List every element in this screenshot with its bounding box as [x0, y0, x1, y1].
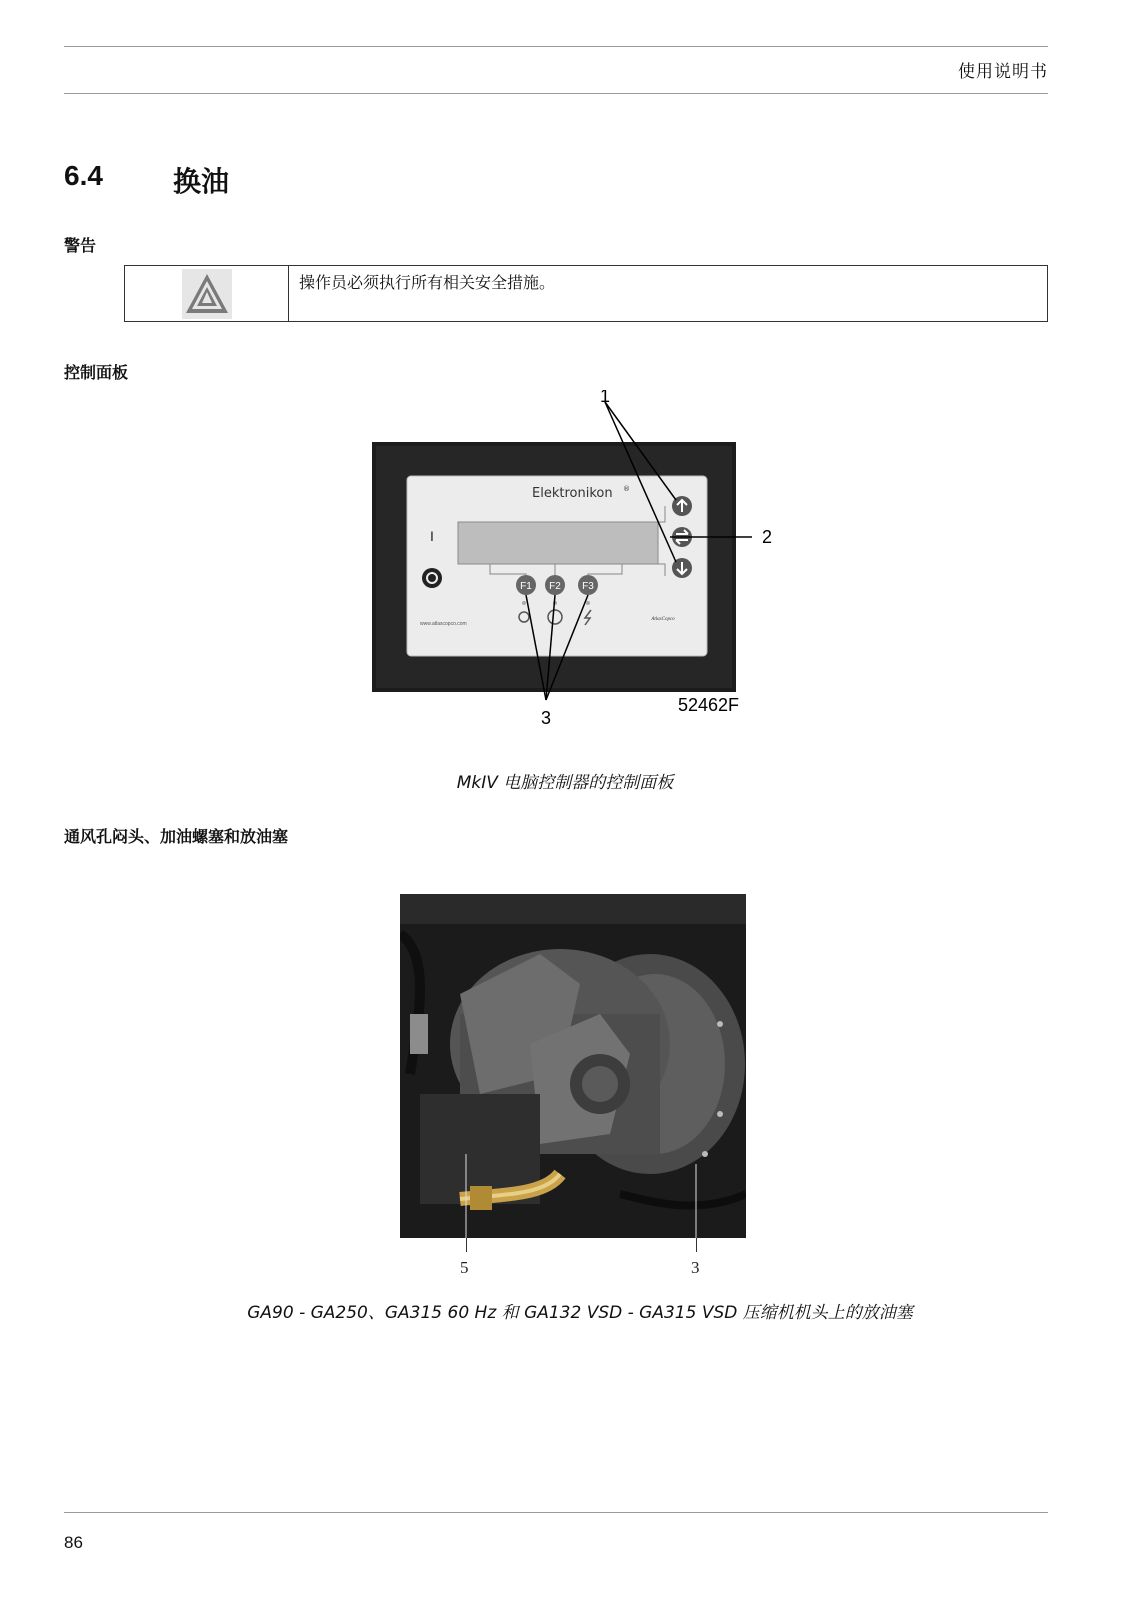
atlas-copco-logo: AtlasCopco	[651, 617, 675, 622]
website-text: www.atlascopco.com	[420, 621, 467, 627]
brand-registered-mark: ®	[623, 485, 630, 493]
control-panel-caption: MkIV 电脑控制器的控制面板	[456, 773, 674, 793]
start-button-label: I	[430, 528, 434, 544]
footer-rule	[64, 1512, 1048, 1513]
control-panel-drawing	[360, 390, 780, 750]
brand-name: Elektronikon	[532, 486, 613, 501]
compressor-photo	[400, 894, 746, 1238]
control-panel-heading: 控制面板	[64, 363, 129, 382]
photo-callout-line-5	[466, 1238, 467, 1252]
warning-table	[124, 265, 1048, 322]
callout-2: 2	[762, 527, 773, 547]
figure-code: 52462F	[678, 695, 740, 715]
header-bottom-rule	[64, 93, 1048, 94]
plugs-heading: 通风孔闷头、加油螺塞和放油塞	[64, 827, 289, 846]
warning-triangle-icon	[182, 269, 232, 319]
warning-icon-cell	[125, 266, 289, 321]
section-number: 6.4	[64, 160, 103, 191]
warning-text: 操作员必须执行所有相关安全措施。	[299, 273, 556, 292]
led-indicator-3	[586, 601, 590, 605]
page-number: 86	[64, 1533, 83, 1552]
plugs-caption: GA90 - GA250、GA315 60 Hz 和 GA132 VSD - GA315 VSD 压缩机机头上的放油塞	[247, 1303, 913, 1323]
f2-label: F2	[549, 581, 561, 592]
led-indicator-1	[522, 601, 526, 605]
callout-3: 3	[541, 708, 552, 728]
control-panel-figure	[360, 390, 780, 750]
header-top-rule	[64, 46, 1048, 47]
photo-callout-line-3	[696, 1238, 697, 1252]
warning-heading: 警告	[64, 236, 97, 255]
f1-label: F1	[520, 581, 532, 592]
stop-button	[422, 568, 442, 588]
photo-callout-5: 5	[460, 1258, 469, 1277]
section-title: 换油	[173, 165, 230, 198]
compressor-photo-drawing	[400, 894, 746, 1238]
callout-1: 1	[600, 390, 611, 406]
photo-callout-3: 3	[691, 1258, 700, 1277]
f3-label: F3	[582, 581, 594, 592]
header-title: 使用说明书	[958, 62, 1048, 82]
